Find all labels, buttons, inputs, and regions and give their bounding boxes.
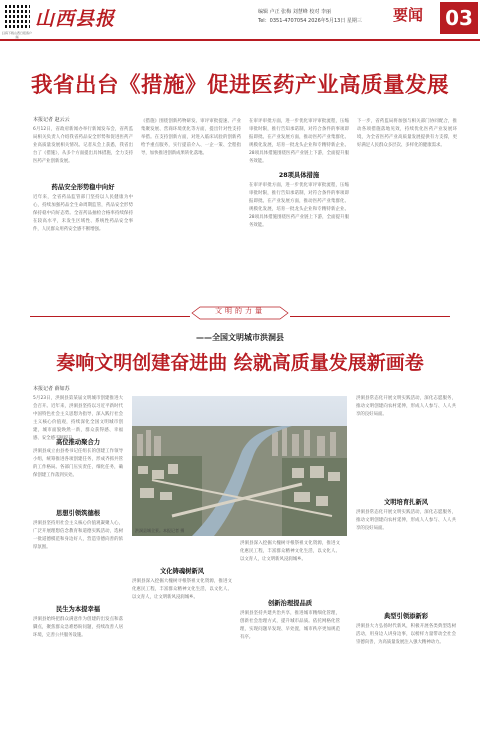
feature-col2b: 洪洞县深入挖掘大槐树寻根祭祖文化资源，推进文化惠民工程，丰富群众精神文化生活，以文化人、以文育人，让文明新风浸润城乡。 [132, 579, 232, 601]
masthead-bar [0, 0, 480, 44]
feature-subhead-4: 文化铸魂树新风 [159, 568, 205, 575]
band-rule-right [290, 316, 450, 317]
feature-subhead-7: 典型引领添新彩 [383, 613, 429, 620]
qr-code-icon[interactable] [3, 3, 30, 30]
date-line: Tel：0351-4707054 2026年5月13日 星期三 [258, 18, 362, 24]
feature-headline: 奏响文明创建奋进曲 绘就高质量发展新画卷 [56, 352, 424, 374]
feature-col1b: 洪洞县成立由县委书记任组长的创建工作领导小组，统筹推进各项创建任务，形成齐抓共管的工作格局。各部门压实责任，细化任务，确保创建工作落到实处。 [33, 449, 123, 479]
feature-col1d: 洪洞县始终把群众满意作为创建的出发点和落脚点，聚焦群众急难愁盼问题，持续改善人居环境，完善公共服务设施。 [33, 617, 123, 639]
feature-col4-mid: 洪洞县常态化开展文明实践活动，深化志愿服务，推动文明创建向农村延伸，形成人人参与、人人共享的良好局面。 [356, 510, 456, 532]
band-rule-left [30, 316, 190, 317]
photo-caption: 洪洞县城全景。本报记者 摄 [135, 528, 185, 533]
feature-subhead-6: 创新治理提品质 [267, 600, 313, 607]
feature-subhead-5: 文明培育扎新风 [383, 499, 429, 506]
feature-col3b: 洪洞县坚持共建共治共享，推进城市精细化管理，创新社会治理方式，提升城市品质。依托网格化管理，实现问题早发现、早处置，城市秩序更加规范有序。 [240, 611, 340, 641]
feature-subhead-2: 思想引领筑德根 [55, 510, 101, 517]
feature-col1: 5月23日，洪洞县第某届文明城市创建推进大会召开。近年来，洪洞县坚持以习近平新时代中国特色社会主义思想为指导，深入践行社会主义核心价值观，持续深化全国文明城市创建，城市面貌焕然一新，群众获得感、幸福感、安全感不断提升。 [33, 396, 123, 442]
article1-subhead-2: 28项具体措施 [278, 172, 320, 179]
header-rule [0, 39, 480, 41]
article1-byline: 本报记者 赵云云 [33, 117, 70, 123]
article1-col1: 6月12日，省政府新闻办举行新闻发布会，省药监局相关负责人介绍我省药品安全形势和促进医药产业高质量发展相关情况。记者从会上获悉，我省出台了《措施》，从多个方面提出具体措施，全力支持医药产业创新发展。 [33, 127, 133, 165]
feature-col1c: 洪洞县坚持用社会主义核心价值观凝聚人心，广泛开展理想信念教育和道德实践活动，选树一批道德模范和身边好人，营造崇德向善的浓厚氛围。 [33, 521, 123, 551]
page-number: 03 [440, 2, 478, 34]
feature-subhead-1: 高位推动聚合力 [55, 439, 101, 446]
article1-col4: 下一步，省药监局将加强与相关部门协同配合，推动各项措施落地见效，持续优化医药产业发展环境，为全省医药产业高质量发展提供有力支撑，更好满足人民群众多层次、多样化的健康需求。 [357, 119, 457, 149]
feature-col4b: 洪洞县大力弘扬时代新风，积极开展各类典型选树活动，用身边人讲身边事，以榜样力量带动全社会崇德向善，为高质量发展注入强大精神动力。 [356, 624, 456, 646]
feature-col4: 洪洞县常态化开展文明实践活动，深化志愿服务，推动文明创建向农村延伸，形成人人参与、人人共享的良好局面。 [356, 396, 456, 418]
band-label: 文明的力量 [215, 307, 265, 315]
qr-caption: 扫码下载山西日报客户端 [2, 31, 33, 39]
feature-byline: 本报记者 薛如苏 [33, 386, 70, 392]
article1-col3b: 在审评审批方面，进一步优化审评审批流程，压缩审批时限，推行告知承诺制，对符合条件的事项即报即批。在产业发展方面，推动医药产业集群化、规模化发展，培育一批龙头企业和专精特新企业。28项具体措施围绕医药产业链上下游，全面提升服务效能。 [249, 183, 349, 229]
section-title: 要闻 [393, 6, 424, 24]
article1-col1b: 近年来，全省药品监管部门坚持以人民健康为中心，持续加强药品全生命周期监管，药品安全形势保持稳中向好态势。全省药品抽检合格率持续保持在较高水平，未发生区域性、系统性药品安全事件，人民群众用药安全感不断增强。 [33, 195, 133, 233]
article1-headline: 我省出台《措施》促进医药产业高质量发展 [30, 73, 449, 98]
article1-col2: 《措施》围绕创新药物研发、审评审批提速、产业集聚发展、营商环境优化等方面，提出针对性支持举措。在支持创新方面，对进入临床试验的创新药给予重点服务，实行提前介入、一企一策、全程指导，加快推进创新成果转化落地。 [141, 119, 241, 157]
newspaper-logo: 山西县报 [35, 8, 116, 30]
editor-line: 编辑 卢正 张梅 刘慧峰 校对 李丽 [258, 9, 331, 15]
feature-subhead-3: 民生为本提幸福 [55, 606, 101, 613]
article1-col3: 在审评审批方面，进一步优化审评审批流程，压缩审批时限，推行告知承诺制，对符合条件的事项即报即批。在产业发展方面，推动医药产业集群化、规模化发展，培育一批龙头企业和专精特新企业。28项具体措施围绕医药产业链上下游，全面提升服务效能。 [249, 119, 349, 165]
article1-subhead-1: 药品安全形势稳中向好 [51, 184, 115, 191]
feature-col3: 洪洞县深入挖掘大槐树寻根祭祖文化资源，推进文化惠民工程，丰富群众精神文化生活，以文化人、以文育人，让文明新风浸润城乡。 [240, 541, 340, 563]
feature-kicker: ——全国文明城市洪洞县 [196, 333, 284, 342]
city-aerial-photo [132, 396, 347, 536]
